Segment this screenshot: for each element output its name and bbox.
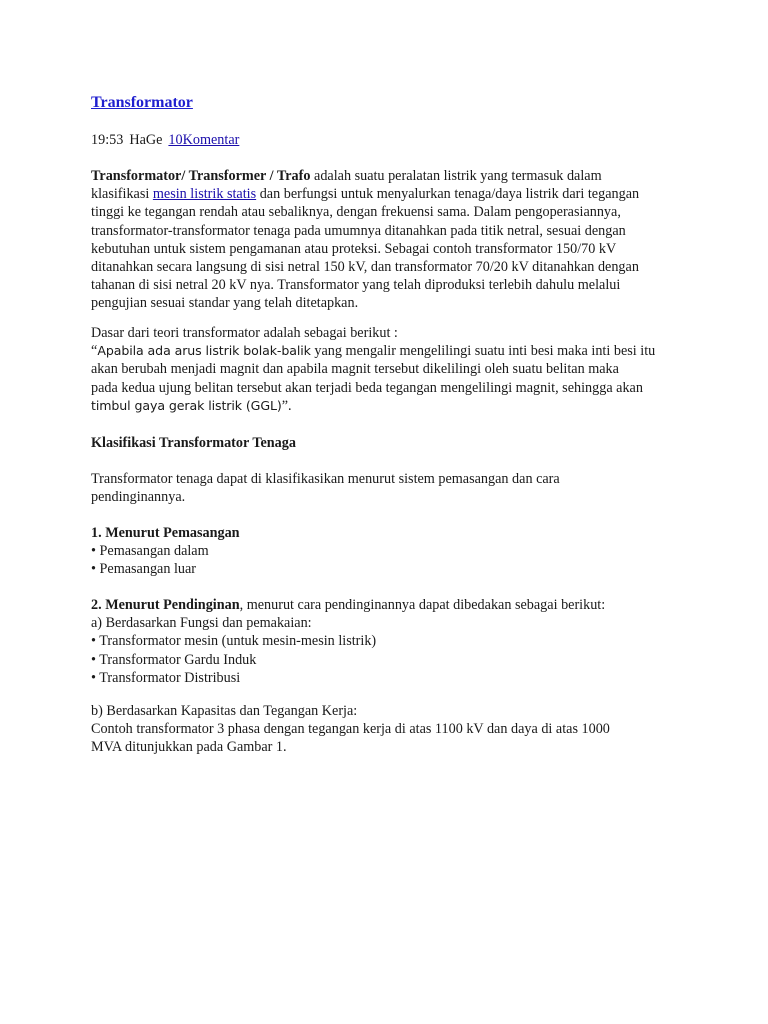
sub-heading-b: b) Berdasarkan Kapasitas dan Tegangan Kerja: xyxy=(91,703,358,719)
section-2-heading-rest: , menurut cara pendinginannya dapat dibedakan sebagai berikut: xyxy=(239,597,606,613)
section-2-heading-line xyxy=(91,596,691,614)
intro-text-1: adalah suatu peralatan listrik yang termasuk dalam xyxy=(310,168,602,184)
list-item: • Pemasangan luar xyxy=(91,561,197,578)
section-1-heading: 1. Menurut Pemasangan xyxy=(91,525,240,541)
intro-lead-bold: Transformator/ Transformer / Trafo xyxy=(91,168,311,184)
classification-intro-line: pendinginannya. xyxy=(91,489,186,506)
quote-line-1 xyxy=(91,342,691,360)
kapasitas-line: Contoh transformator 3 phasa dengan tegangan kerja di atas 1100 kV dan daya di atas 1000 xyxy=(91,721,610,738)
quote-close-mark: ”. xyxy=(281,397,292,414)
quote-line: pada kedua ujung belitan tersebut akan terjadi beda tegangan mengelilingi magnit, sehingga akan xyxy=(91,379,643,396)
intro-line: tahanan di sisi netral 20 kV nya. Transformator yang telah diproduksi terlebih dahulu melalui xyxy=(91,277,621,294)
theory-intro: Dasar dari teori transformator adalah sebagai berikut : xyxy=(91,325,398,341)
quote-line: akan berubah menjadi magnit dan apabila magnit tersebut dikelilingi oleh suatu belitan maka xyxy=(91,361,619,378)
intro-line: kebutuhan untuk sistem pengamanan atau proteksi. Sebagai contoh transformator 150/70 kV xyxy=(91,240,617,257)
section-pendinginan xyxy=(91,596,691,687)
quote-line-4-sans: timbul gaya gerak listrik (GGL) xyxy=(91,397,282,413)
intro-line-1 xyxy=(91,167,691,185)
intro-line: pengujian sesuai standar yang telah ditetapkan. xyxy=(91,295,359,312)
classification-intro xyxy=(91,470,691,506)
theory-paragraph xyxy=(91,324,691,415)
intro-line: tinggi ke tegangan rendah atau sebaliknya, dengan frekuensi sama. Dalam pengoperasiannya, xyxy=(91,204,621,221)
quote-open-mark: “ xyxy=(91,343,98,360)
list-item: • Pemasangan dalam xyxy=(91,543,209,560)
intro-line-2 xyxy=(91,185,691,203)
intro-line-2-start: klasifikasi xyxy=(91,186,153,203)
section-pemasangan xyxy=(91,524,691,579)
article-title xyxy=(91,92,193,114)
post-author: HaGe xyxy=(129,132,163,148)
mesin-listrik-statis-link[interactable]: mesin listrik statis xyxy=(152,186,257,203)
list-item: • Transformator Distribusi xyxy=(91,669,241,686)
classification-intro-line: Transformator tenaga dapat di klasifikasikan menurut sistem pemasangan dan cara xyxy=(91,471,560,487)
quote-line-1-rest: yang mengalir mengelilingi suatu inti besi maka inti besi itu xyxy=(310,343,656,360)
list-item: • Transformator mesin (untuk mesin-mesin listrik) xyxy=(91,633,377,650)
kapasitas-line: MVA ditunjukkan pada Gambar 1. xyxy=(91,739,287,756)
quote-line-1-sans: Apabila ada arus listrik bolak-balik xyxy=(97,343,311,359)
list-item: • Transformator Gardu Induk xyxy=(91,651,257,668)
intro-line-2-end: dan berfungsi untuk menyalurkan tenaga/daya listrik dari tegangan xyxy=(256,186,640,203)
classification-heading xyxy=(91,434,691,452)
section-kapasitas xyxy=(91,702,691,757)
post-meta xyxy=(91,131,239,149)
article-title-link[interactable]: Transformator xyxy=(91,94,193,111)
intro-line: transformator-transformator tenaga pada umumnya ditanahkan pada titik netral, sesuai dengan xyxy=(91,222,626,239)
intro-paragraph xyxy=(91,167,691,313)
section-2-heading: 2. Menurut Pendinginan xyxy=(91,597,240,613)
intro-line: ditanahkan secara langsung di sisi netral 150 kV, dan transformator 70/20 kV ditanahkan dengan xyxy=(91,259,639,276)
sub-heading-a: a) Berdasarkan Fungsi dan pemakaian: xyxy=(91,615,312,632)
post-time: 19:53 xyxy=(91,132,124,148)
quote-line-4 xyxy=(91,397,691,415)
classification-heading-text: Klasifikasi Transformator Tenaga xyxy=(91,435,296,451)
comments-link[interactable]: 10Komentar xyxy=(168,132,240,148)
